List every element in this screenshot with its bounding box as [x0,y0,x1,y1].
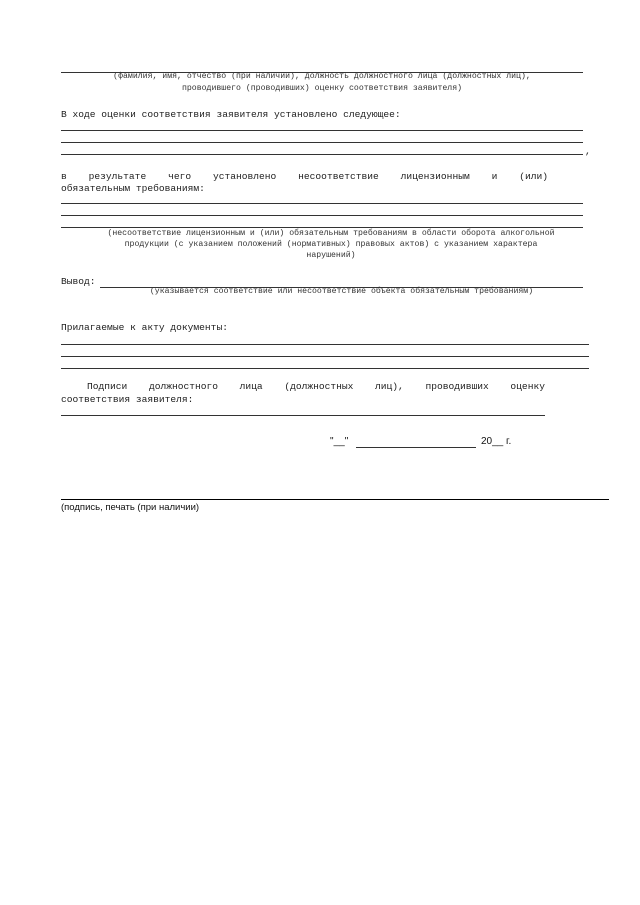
signatures-line-2: соответствия заявителя: [61,394,194,405]
date-year-prefix: 20 [481,436,493,447]
date-quote-open: " [330,436,334,447]
noncompliance-caption-1: (несоответствие лицензионным и (или) обязательным требованиям в области оборота алкогольной [107,229,555,238]
findings-line-2 [61,142,583,143]
noncompliance-line-1: в результате чего установлено несоответствие лицензионным и (или) [61,171,548,182]
noncompliance-caption-3: нарушений) [306,251,356,260]
footer-caption: (подпись, печать (при наличии) [61,502,200,513]
attachments-line-3 [61,368,589,369]
date-year-suffix: г. [503,436,512,447]
official-caption-1: (фамилия, имя, отчество (при наличии), должность должностного лица (должностных лиц), [113,72,531,81]
findings-line-comma: , [585,146,591,157]
date-block [330,436,348,447]
findings-line-3 [61,154,583,155]
attachments-line-1 [61,344,589,345]
date-month-line [356,447,476,448]
attachments-line-2 [61,356,589,357]
date-day-blank: __ [333,436,345,447]
noncompliance-line-a [61,203,583,204]
attachments-heading: Прилагаемые к акту документы: [61,322,228,333]
signatures-line-1: Подписи должностного лица (должностных лиц), проводивших оценку [87,381,545,392]
footer-signature-line [61,499,609,500]
findings-line-1 [61,130,583,131]
signatures-line [61,415,545,416]
noncompliance-caption-2: продукции (с указанием положений (нормативных) правовых актов) с указанием характера [124,240,538,249]
date-year [481,436,511,447]
date-quote-close: " [344,436,349,447]
noncompliance-line-c [61,227,583,228]
noncompliance-line-b [61,215,583,216]
findings-heading: В ходе оценки соответствия заявителя установлено следующее: [61,109,401,120]
date-year-blank: __ [492,436,504,447]
noncompliance-line-2: обязательным требованиям: [61,183,205,194]
conclusion-caption: (указывается соответствие или несоответствие объекта обязательным требованиям) [149,287,534,296]
official-caption-2: проводившего (проводивших) оценку соответствия заявителя) [181,84,463,93]
conclusion-label: Вывод: [61,276,96,287]
